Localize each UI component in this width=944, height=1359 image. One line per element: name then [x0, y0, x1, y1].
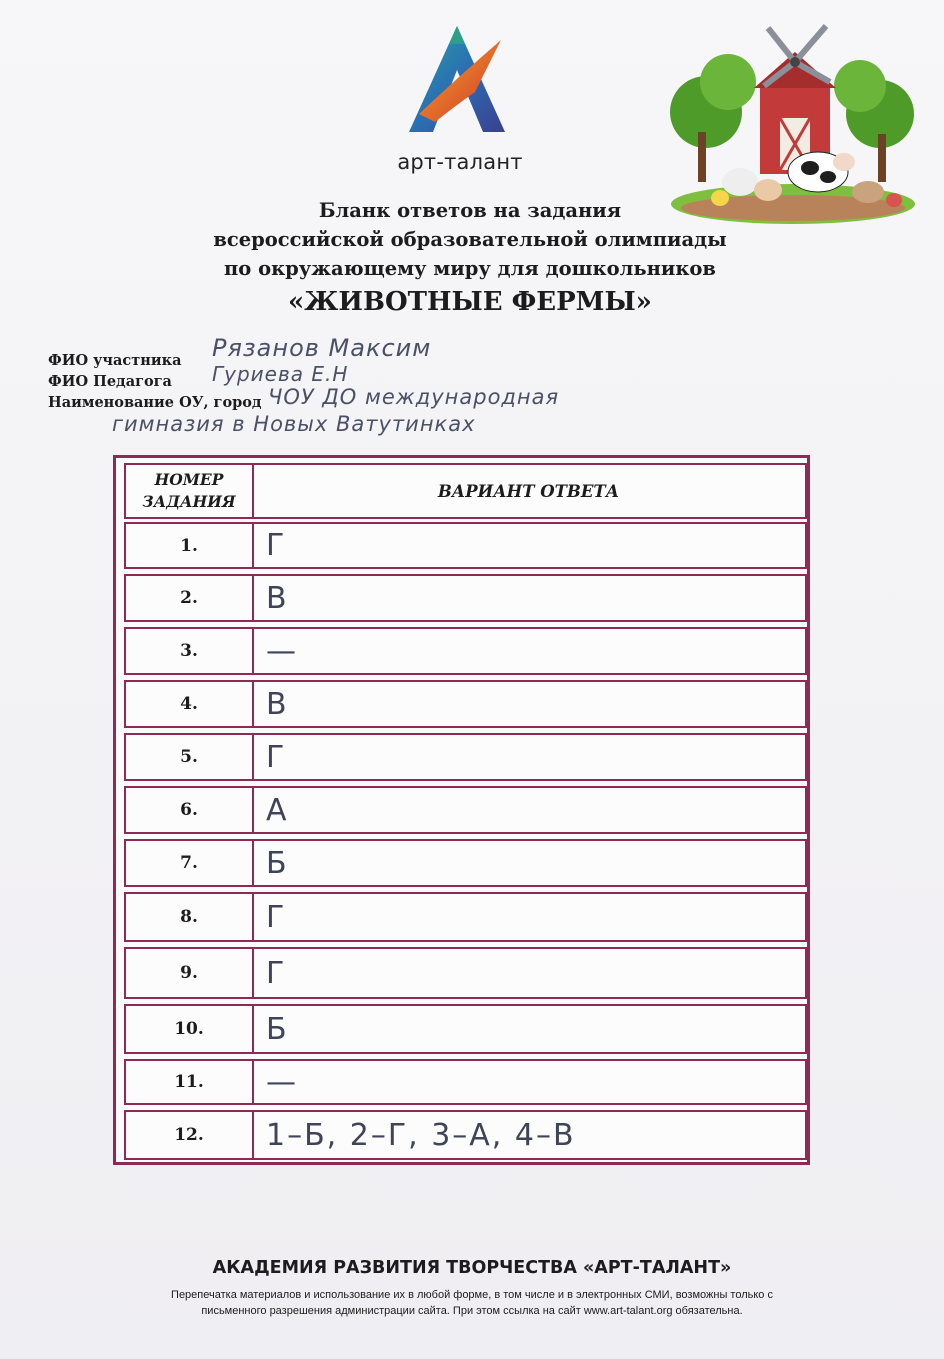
title-line-3: по окружающему миру для дошкольников	[224, 257, 716, 280]
task-number: 5.	[126, 735, 254, 779]
number-column-header	[126, 465, 254, 517]
table-row	[124, 680, 807, 728]
school-label: Наименование ОУ, город	[48, 394, 262, 411]
table-row	[124, 522, 807, 569]
table-row	[124, 947, 807, 999]
task-number: 10.	[126, 1006, 254, 1052]
answers-table	[113, 455, 810, 1165]
task-number: 7.	[126, 841, 254, 885]
table-row	[124, 892, 807, 942]
logo-text: арт-талант	[397, 150, 523, 174]
table-row	[124, 1110, 807, 1160]
olympiad-name: «ЖИВОТНЫЕ ФЕРМЫ»	[288, 287, 652, 317]
task-answer: —	[266, 633, 298, 669]
task-answer: Г	[266, 955, 287, 991]
title-line-2: всероссийской образовательной олимпиады	[213, 228, 727, 251]
table-header	[124, 463, 807, 519]
task-answer: Г	[266, 528, 287, 563]
participant-name-value: Рязанов Максим	[212, 334, 432, 362]
task-answer: Г	[266, 899, 287, 935]
page-title	[80, 196, 860, 321]
task-number: 2.	[126, 576, 254, 620]
school-value-line-2: гимназия в Новых Ватутинках	[112, 412, 476, 436]
task-number: 9.	[126, 949, 254, 997]
task-answer: Г	[266, 739, 287, 775]
teacher-name-value: Гуриева Е.Н	[212, 362, 349, 386]
task-number: 8.	[126, 894, 254, 940]
academy-name: АКАДЕМИЯ РАЗВИТИЯ ТВОРЧЕСТВА «АРТ-ТАЛАНТ»	[212, 1258, 732, 1278]
task-answer: —	[266, 1064, 298, 1100]
task-number: 1.	[126, 524, 254, 567]
table-row	[124, 1004, 807, 1054]
table-row	[124, 733, 807, 781]
number-column-header-text: НОМЕР ЗАДАНИЯ	[142, 470, 236, 511]
task-answer: Б	[266, 1011, 289, 1047]
task-number: 3.	[126, 629, 254, 673]
copyright-notice	[60, 1287, 884, 1319]
task-answer: В	[266, 580, 289, 616]
teacher-name-label: ФИО Педагога	[48, 373, 172, 390]
task-number: 11.	[126, 1061, 254, 1103]
task-number: 12.	[126, 1112, 254, 1158]
art-talant-logo-icon	[405, 22, 509, 140]
title-line-1: Бланк ответов на задания	[318, 199, 622, 222]
table-row	[124, 627, 807, 675]
task-answer: А	[266, 792, 289, 828]
task-number: 4.	[126, 682, 254, 726]
answer-column-header: ВАРИАНТ ОТВЕТА	[437, 481, 620, 501]
task-answer: 1–Б, 2–Г, 3–А, 4–В	[266, 1117, 576, 1153]
table-row	[124, 839, 807, 887]
copyright-line-1: Перепечатка материалов и использование их в любой форме, в том числе и в электронных СМИ, возможны только с	[171, 1289, 773, 1301]
table-row	[124, 1059, 807, 1105]
table-row	[124, 786, 807, 834]
task-answer: В	[266, 686, 289, 722]
participant-name-label: ФИО участника	[48, 352, 182, 369]
copyright-line-2: письменного разрешения администрации сайта. При этом ссылка на сайт www.art-talant.org обязательна.	[201, 1305, 743, 1317]
task-answer: Б	[266, 845, 289, 881]
school-value-line-1: ЧОУ ДО международная	[268, 385, 560, 409]
task-number: 6.	[126, 788, 254, 832]
table-row	[124, 574, 807, 622]
